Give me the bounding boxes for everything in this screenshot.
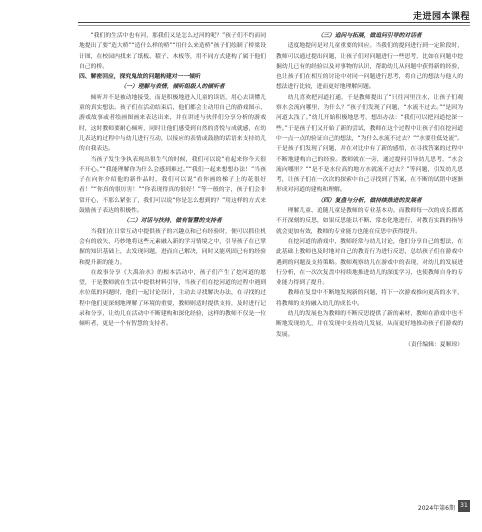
body-paragraph: “我们的生活中也有河，那我们又是怎么过河的呢？”孩子们不约而同地提出了要“造大桥”“造什么样的桥”“用什么来造桥”孩子们绘制了桥梁设计图，在校园内找来了纸板、積子、木板等，用不同方式建构了属于他们自己的桥。 (79, 33, 266, 70)
issue-label: 2024年第6期 (417, 505, 455, 512)
body-paragraph: 理解儿童、追随儿童是教师的专业基本功。而教师每一次的成长都离不开深刻的反思，如果反思能以不断、常态化地进行，对教育实践的指导就会更加有效，教师的专业能力也能在反思中获得提升。 (276, 208, 463, 235)
editor-credit: （责任编辑：夏顺琼） (405, 341, 463, 348)
right-column (276, 31, 463, 350)
body-paragraph: 当我们在日常互动中提供孩子的兴趣点和已有经验时，便可以抓住机会有的放矢，巧妙地将这些元素融入新的学习情境之中，引导孩子在已掌握的知识基础上，去发现问题，进而自己解决，同时又能巩固已有的经验和提升新的能力。 (79, 228, 266, 266)
body-paragraph: 适度地提问是对儿童重要的回应。当我们的提问进行到一定阶段时，教师可以通过提出问题，让孩子们对问题进行一些思考，比如在问题中挖掘幼儿已有的经验以及对事物的认识，帮助幼儿从问题中获得新的经验，也让孩子们在相互的讨论中对同一问题进行思考，将自己的想法与他人的想法进行比较，进而更好地理解问题。 (276, 43, 463, 91)
body-paragraph: 在挖河道的游戏中，教师经常与幼儿讨论，他们分享自己的想法，在此基础上教师也及时地对自己的教育行为进行反思，总结孩子们在游戏中遇到的问题及支持策略。教师观察幼儿在游戏中的表现，对幼儿的发展进行分析，在一次次复盘中持续地推进幼儿的深度学习，也使教师自身的专业能力得到了提升。 (276, 238, 463, 287)
body-paragraph: 在故事分享《大禹治水》的根本活动中，孩子们产生了挖河道的愿望，于是教师就在生活中提供材料引导，当孩子们在挖河道的过程中遇到水位低的问题时，他们一起讨论设计，主动去寻找解决办法，在寻找的过程中他们更深刻地理解了环境的重要，教师则适时提供支持，及时进行记录和分享，让幼儿在活动中不断建构和深化经验，这样的教师不仅是一位倾听者，更是一个有智慧的支持者。 (79, 269, 266, 328)
section-title: 走进园本课程 (412, 12, 470, 22)
section-heading: 四、解密回应，探究鬼故的问题构建对一一倾听 (79, 74, 201, 81)
body-paragraph: 当孩子发生争执表现出很生气的时候，我们可以说“看起来你今天很不开心。”“我能理解你为什么会感到难过。”“我们一起来想想办法！”当孩子在向你介绍他的新作品时，我们可以说“看你画的梯子上的花很好看！”“你真的很厉害！”“你表现得真的很好！”等一般的字，孩子们会非常开心，不那么紧张了，我们可以说“你是怎么想到的？”用这样的方式来鼓励孩子表达的积极性。 (79, 156, 266, 215)
header-rule (78, 22, 470, 23)
page-number: 31 (458, 500, 470, 512)
subsection-heading: （二）对话与扶持，做有智慧的支持者 (123, 218, 222, 225)
body-paragraph: 幼儿的发展也为教师的不断反思提供了新的素材，教师在游戏中也不断地发现幼儿，并在发现中支持幼儿发展，从而更好地推动孩子们游戏的发展。 (276, 311, 463, 338)
subsection-heading: （三）追问与拓展，做追问引导的对话者 (317, 33, 422, 39)
left-column (79, 31, 266, 330)
body-paragraph: 幼儿喜欢把河道打通，于是教师提出了“只往河里注水，让孩子们观察水会流向哪里，为什么？”孩子们发现了问题，“水流不过去。”“是因为河道太浅了。”幼儿开始积极地思考，想出办法：“我们可以把河道挖深一些。”于是孩子们又开始了新的尝试，教师在这个过程中让孩子们在挖河道中一点一点的验证自己的想法，“为什么水流不过去？”“水要往低处流”。于是孩子们发现了问题，并在对比中有了新的感悟，在寻找答案的过程中不断地建构自己的经验。教师就在一旁，通过提问引导幼儿思考，“水会流向哪里？”“是不是水位高的地方水就流不过去？”等问题，引发幼儿思考，让孩子们在一次次的探索中自己寻找到了答案，在不断的试错中逐渐形成对河道的建构和理解。 (276, 94, 463, 194)
body-paragraph: 教师在复盘中不断地发现新的问题，将下一次游戏推向更高的水平，将教师的支持融入幼儿的成长中。 (276, 290, 463, 307)
body-paragraph: 倾听并不是被动地接受，而是积极地进入儿童的读语，用心去读懂儿童的真实想法。孩子们在活动结束后，他们都会主动用自己的游戏图示、游戏故事或者绘画图画来表达出来，并在讲述与伙伴们分享分析的游戏时，这时教师要耐心倾听，同时让他们感受到自然的喜悦与成就感，在幼儿表达的过程中与幼儿进行互动，以接应的表情或鼓励的话语来支持幼儿的自我表达。 (79, 94, 266, 153)
subsection-heading: （四）复盘与分析，做持续推进的发展者 (317, 197, 422, 204)
subsection-heading: （一）理解与表情，倾听组级人的倾听者 (120, 84, 225, 91)
header-rule-secondary (78, 25, 470, 26)
